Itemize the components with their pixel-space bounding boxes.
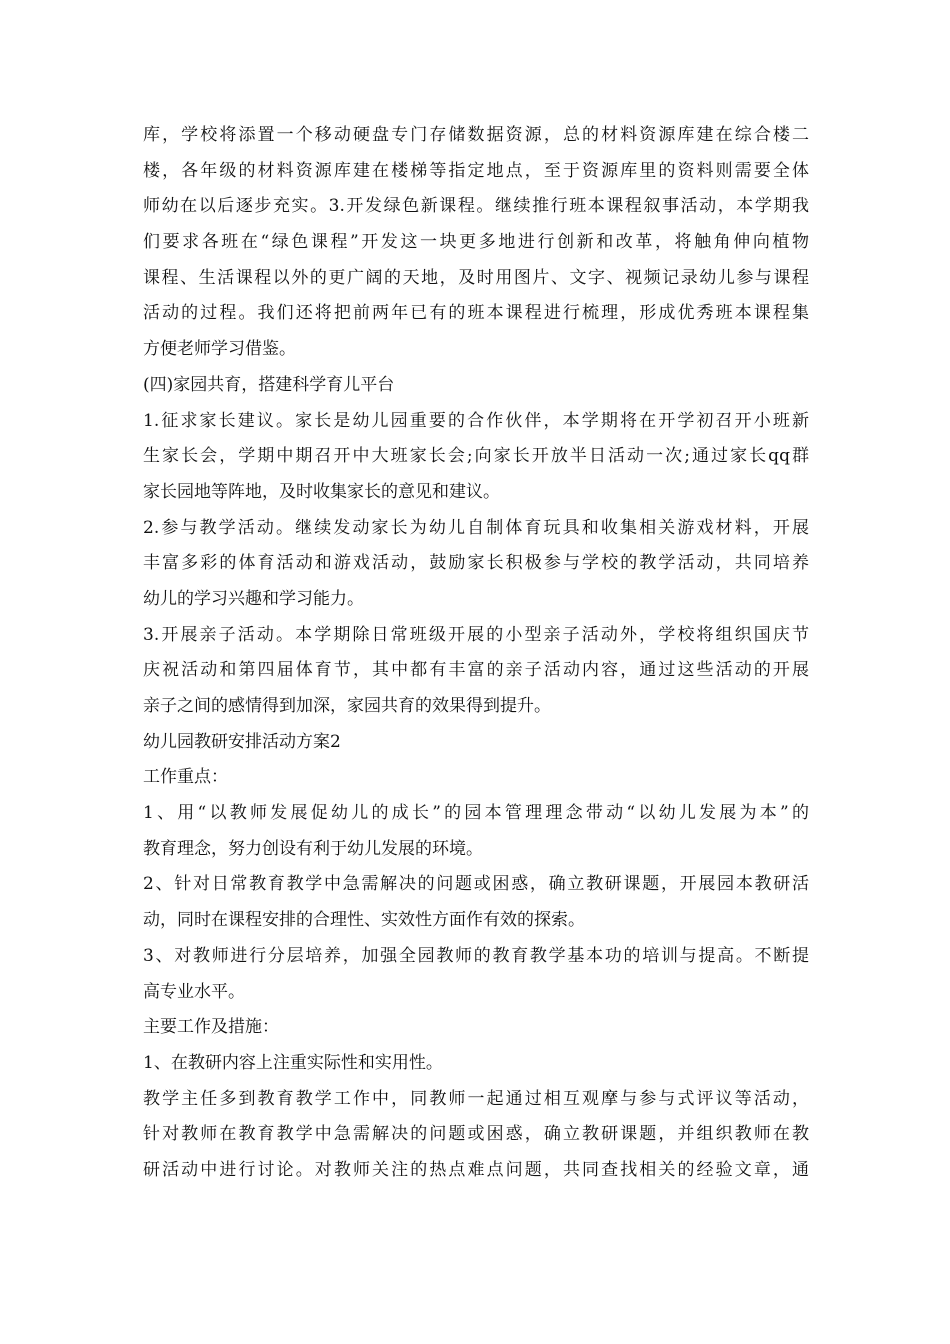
text-line: 高专业水平。 (143, 981, 245, 1002)
text-line: 教育理念，努力创设有利于幼儿发展的环境。 (143, 838, 483, 859)
document-title: 幼儿园教研安排活动方案2 (143, 731, 341, 752)
text-line: 动，同时在课程安排的合理性、实效性方面作有效的探索。 (143, 910, 585, 931)
document-body (143, 118, 809, 1189)
text-line: 庆祝活动和第四届体育节，其中都有丰富的亲子活动内容，通过这些活动的开展 (143, 660, 809, 681)
text-line: 幼儿的学习兴趣和学习能力。 (143, 588, 364, 609)
text-line: 针对教师在教育教学中急需解决的问题或困惑，确立教研课题，并组织教师在教 (143, 1124, 809, 1145)
text-line: 丰富多彩的体育活动和游戏活动，鼓励家长积极参与学校的教学活动，共同培养 (143, 553, 809, 574)
text-line: 家长园地等阵地，及时收集家长的意见和建议。 (143, 481, 500, 502)
text-line: 师幼在以后逐步充实。3.开发绿色新课程。继续推行班本课程叙事活动，本学期我 (143, 196, 809, 217)
text-line: 教学主任多到教育教学工作中，同教师一起通过相互观摩与参与式评议等活动， (143, 1088, 809, 1109)
section-heading: (四)家园共育，搭建科学育儿平台 (143, 374, 395, 395)
text-line: 楼，各年级的材料资源库建在楼梯等指定地点，至于资源库里的资料则需要全体 (143, 160, 809, 181)
text-line: 库，学校将添置一个移动硬盘专门存储数据资源，总的材料资源库建在综合楼二 (143, 125, 809, 145)
text-line: 1.征求家长建议。家长是幼儿园重要的合作伙伴，本学期将在开学初召开小班新 (143, 410, 809, 431)
text-line: 亲子之间的感情得到加深，家园共育的效果得到提升。 (143, 696, 551, 716)
text-line: 3.开展亲子活动。本学期除日常班级开展的小型亲子活动外，学校将组织国庆节 (143, 624, 809, 645)
text-line: 们要求各班在“绿色课程”开发这一块更多地进行创新和改革，将触角伸向植物 (143, 232, 809, 253)
section-heading: 主要工作及措施： (143, 1017, 279, 1038)
text-line: 2、针对日常教育教学中急需解决的问题或困惑，确立教研课题，开展园本教研活 (143, 874, 809, 895)
text-line: 3、对教师进行分层培养，加强全园教师的教育教学基本功的培训与提高。不断提 (143, 945, 809, 966)
text-line: 1、用“以教师发展促幼儿的成长”的园本管理理念带动“以幼儿发展为本”的 (143, 803, 809, 824)
text-line: 研活动中进行讨论。对教师关注的热点难点问题，共同查找相关的经验文章，通 (143, 1159, 809, 1180)
text-line: 生家长会，学期中期召开中大班家长会;向家长开放半日活动一次;通过家长qq群 (143, 446, 809, 467)
text-line: 1、在教研内容上注重实际性和实用性。 (143, 1052, 443, 1073)
text-line: 2.参与教学活动。继续发动家长为幼儿自制体育玩具和收集相关游戏材料，开展 (143, 517, 809, 538)
text-line: 活动的过程。我们还将把前两年已有的班本课程进行梳理，形成优秀班本课程集 (143, 303, 809, 324)
text-line: 课程、生活课程以外的更广阔的天地，及时用图片、文字、视频记录幼儿参与课程 (143, 267, 809, 288)
text-line: 方便老师学习借鉴。 (143, 339, 296, 360)
section-heading: 工作重点： (143, 767, 228, 788)
